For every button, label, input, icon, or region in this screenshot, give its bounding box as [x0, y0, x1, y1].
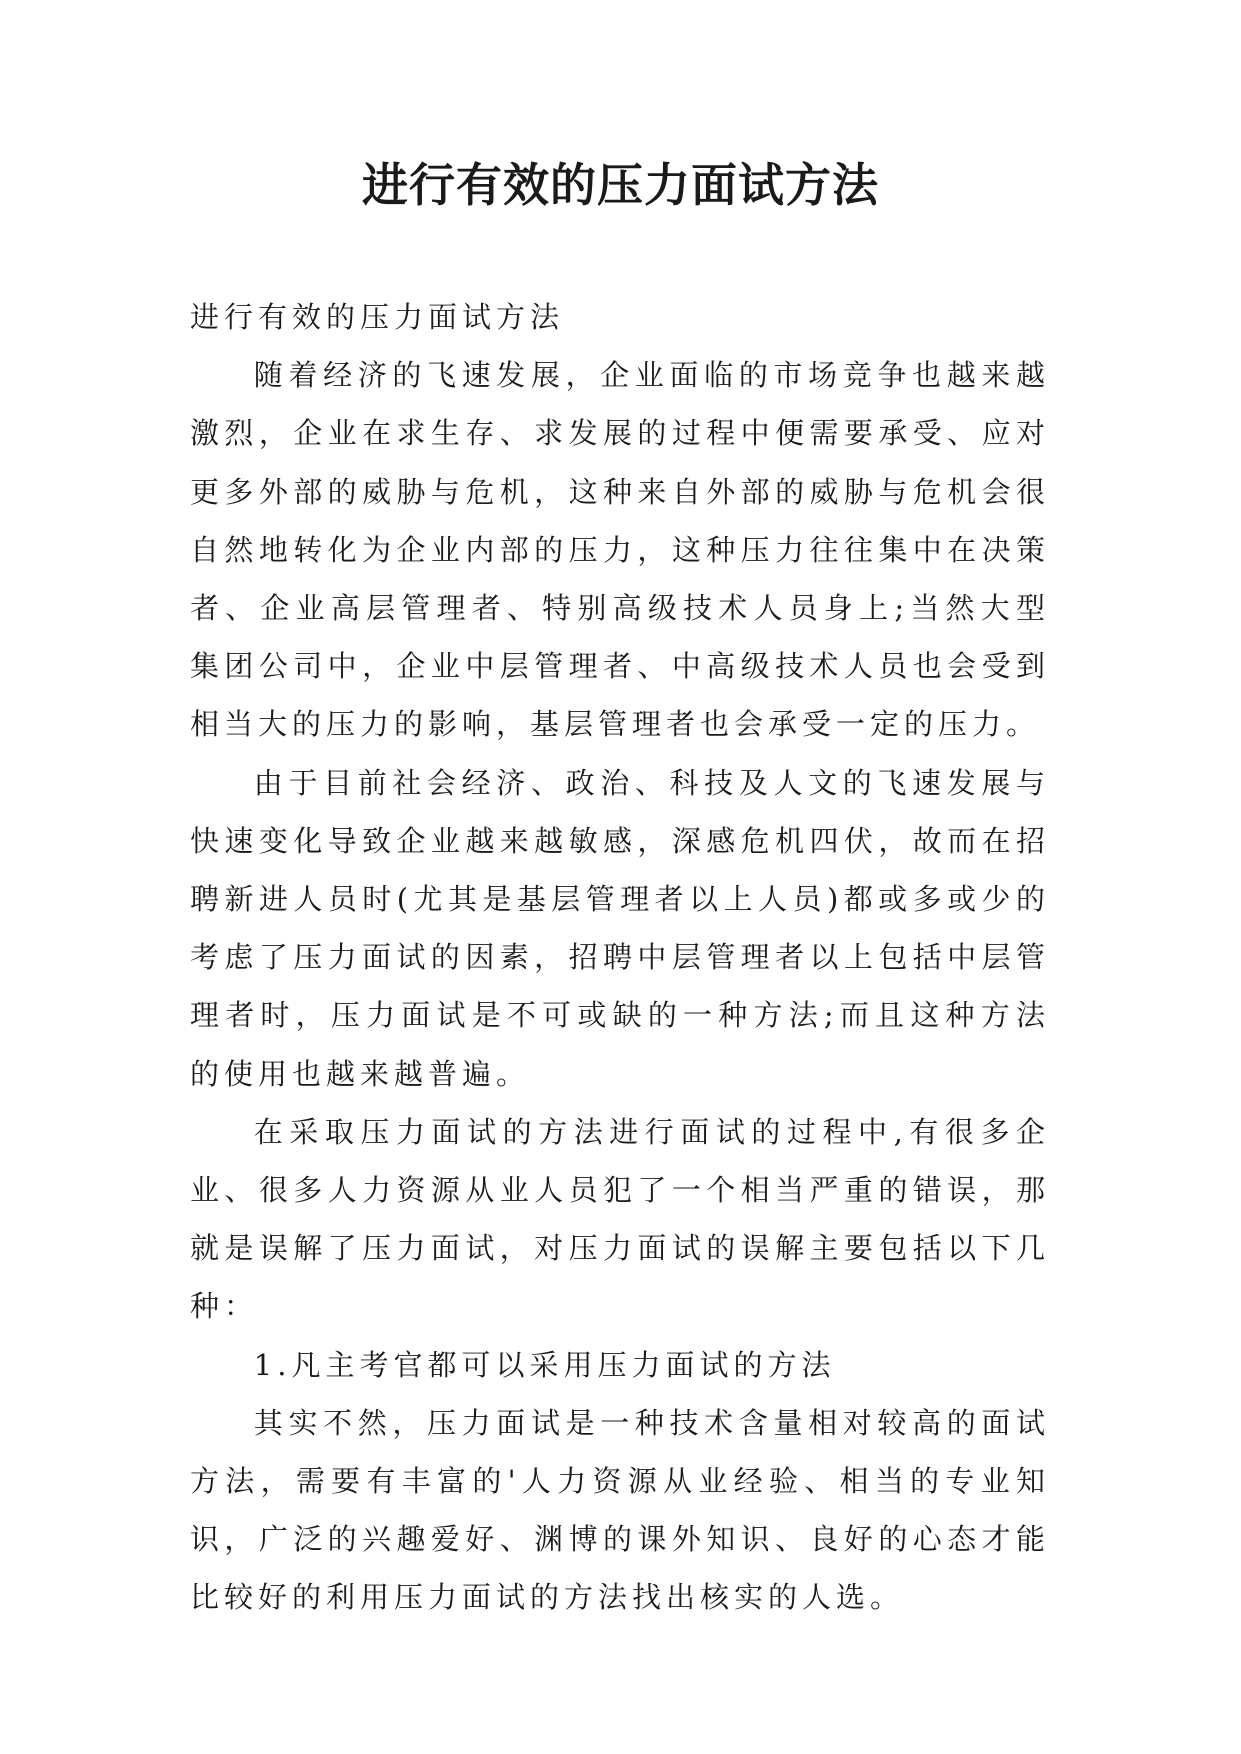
list-item-1: 1.凡主考官都可以采用压力面试的方法 [253, 1347, 836, 1382]
body-heading: 进行有效的压力面试方法 [190, 300, 565, 334]
document-body [190, 288, 1050, 1627]
paragraph-background: 由于目前社会经济、政治、科技及人文的飞速发展与快速变化导致企业越来越敏感，深感危机四伏，故而在招聘新进人员时(尤其是基层管理者以上人员)都或多或少的考虑了压力面试的因素，招聘中层管理者以上包括中层管理者时，压力面试是不可或缺的一种方法;而且这种方法的使用也越来越普遍。 [190, 765, 1050, 1091]
paragraph-intro: 随着经济的飞速发展，企业面临的市场竞争也越来越激烈，企业在求生存、求发展的过程中便需要承受、应对更多外部的威胁与危机，这种来自外部的威胁与危机会很自然地转化为企业内部的压力，这种压力往往集中在决策者、企业高层管理者、特别高级技术人员身上;当然大型集团公司中，企业中层管理者、中高级技术人员也会受到相当大的压力的影响，基层管理者也会承受一定的压力。 [190, 358, 1050, 742]
paragraph-explanation: 其实不然，压力面试是一种技术含量相对较高的面试方法，需要有丰富的'人力资源从业经验、相当的专业知识，广泛的兴趣爱好、渊博的课外知识、良好的心态才能比较好的利用压力面试的方法找出核实的人选。 [190, 1405, 1050, 1615]
document-title: 进行有效的压力面试方法 [362, 158, 879, 212]
paragraph-misunderstanding: 在采取压力面试的方法进行面试的过程中,有很多企业、很多人力资源从业人员犯了一个相当严重的错误，那就是误解了压力面试，对压力面试的误解主要包括以下几种： [190, 1114, 1050, 1324]
